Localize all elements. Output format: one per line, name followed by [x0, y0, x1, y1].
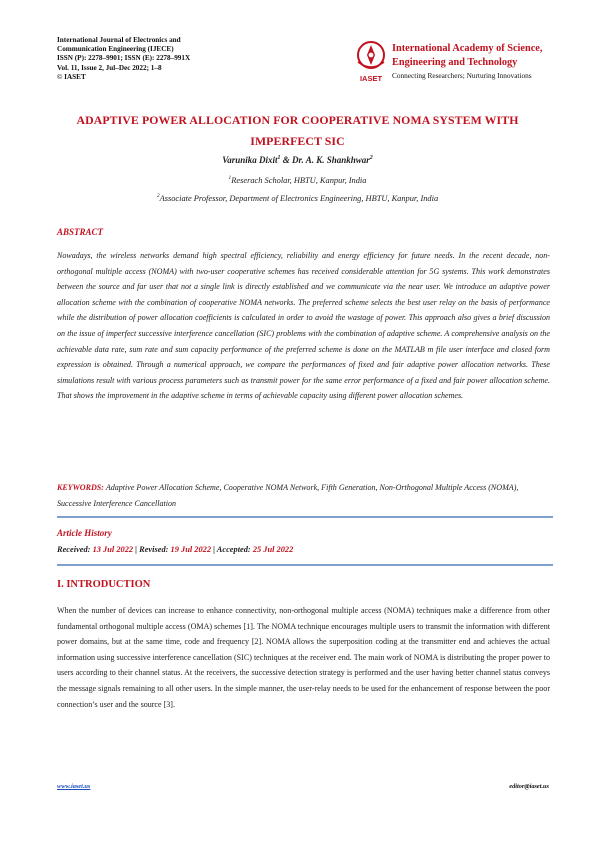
divider — [57, 516, 553, 518]
affiliation-2 — [40, 193, 555, 203]
keywords — [57, 480, 550, 511]
paper-title-line1: ADAPTIVE POWER ALLOCATION FOR COOPERATIVE NOMA SYSTEM WITH — [76, 113, 519, 127]
affiliation-2-sup: 2 — [156, 193, 160, 199]
accepted-label: Accepted: — [216, 545, 253, 554]
journal-name-line2: Communication Engineering (IJECE) — [57, 45, 174, 54]
section-heading-introduction: I. INTRODUCTION — [57, 579, 151, 590]
journal-name-line1: International Journal of Electronics and — [57, 36, 181, 44]
journal-volume: Vol. 11, Issue 2, Jul–Dec 2022; 1–8 — [57, 63, 162, 72]
received-date: 13 Jul 2022 — [92, 545, 134, 554]
affiliation-2-text: Associate Professor, Department of Electronics Engineering, HBTU, Kanpur, India — [159, 193, 439, 203]
author-2: & Dr. A. K. Shankhwar — [280, 155, 370, 165]
article-dates — [57, 545, 293, 554]
divider — [57, 564, 553, 566]
journal-copyright: © IASET — [57, 72, 86, 81]
author-2-sup: 2 — [369, 155, 373, 161]
iaset-logo — [352, 38, 562, 84]
authors — [40, 155, 555, 165]
date-separator: | — [211, 545, 217, 554]
logo-abbrev: IASET — [359, 74, 383, 83]
logo-tagline: Connecting Researchers; Nurturing Innovations — [392, 71, 532, 80]
journal-info — [57, 36, 190, 82]
logo-org-name-line1: International Academy of Science, — [392, 43, 543, 54]
footer-website-link[interactable]: www.iaset.us — [57, 783, 91, 790]
paper-title — [40, 110, 555, 152]
footer-email: editor@iaset.us — [509, 783, 549, 790]
author-1-sup: 1 — [277, 155, 281, 161]
keywords-label: KEYWORDS: — [57, 483, 104, 492]
author-1: Varunika Dixit — [222, 155, 278, 165]
affiliation-1-text: Reserach Scholar, HBTU, Kanpur, India — [231, 175, 367, 185]
abstract-heading: ABSTRACT — [57, 227, 104, 237]
revised-label: Revised: — [139, 545, 171, 554]
received-label: Received: — [57, 545, 93, 554]
revised-date: 19 Jul 2022 — [170, 545, 212, 554]
journal-issn: ISSN (P): 2278–9901; ISSN (E): 2278–991X — [57, 54, 191, 63]
article-history-heading: Article History — [57, 528, 112, 538]
accepted-date: 25 Jul 2022 — [252, 545, 294, 554]
introduction-text: When the number of devices can increase to enhance connectivity, non-orthogonal multiple access (NOMA) techniques make a difference from other fundamental orthogonal multiple access (OMA) schemes [1]. The NOMA technique encourages multiple users to transmit the information with different power domains, but at the same time, code and frequency [2]. NOMA allows the superposition coding at the transmitter end and achieves the actual information using successive interference cancellation (SIC) techniques at the receiver end. The main work of NOMA is distributing the proper power to users according to their channel status. At the receivers, the successive detection strategy is performed and the user having better channel status conveys the message signals remaining to all other users. In the simple manner, the user-relay needs to be used for the enhancement of response between the poor connection’s user and the source [3]. — [57, 606, 550, 709]
abstract-text: Nowadays, the wireless networks demand high spectral efficiency, reliability and energy efficiency for future needs. In the recent decade, non-orthogonal multiple access (NOMA) with two-user cooperative schemes has received considerable attention for 5G systems. This work demonstrates between the source and far user that not a single link is directly established and we communicate via the near user. We introduce an adaptive power allocation scheme with the combination of cooperative NOMA networks. The preferred scheme selects the best user relay on the basis of performance while the distribution of power allocation coefficients is calculated in order to avoid the wastage of power. This approach also gives a brief discussion on the issue of imperfect successive interference cancellation (SIC) problems with the combination of adaptive scheme. A comprehensive analysis on the achievable data rate, sum rate and sum capacity performance of the preferred scheme is done on the MATLAB m file user interface and closed form expression is obtained. Through a numerical approach, we compare the performances of fixed and fair adaptive power allocation networks. These simulations result with various process parameters such as transmit power for the same error performance of a fixed and fair power allocation scheme. That shows the improvement in the adaptive scheme in terms of achievable capacity using different power allocation schemes. — [57, 251, 550, 401]
date-separator: | — [133, 545, 140, 554]
keywords-text: Adaptive Power Allocation Scheme, Cooperative NOMA Network, Fifth Generation, Non-Orthogonal Multiple Access (NOMA), Successive Interference Cancellation — [57, 483, 519, 508]
iaset-emblem-icon — [352, 38, 390, 84]
logo-org-name-line2: Engineering and Technology — [392, 57, 518, 68]
affiliation-1-sup: 1 — [228, 175, 232, 181]
affiliation-1 — [40, 175, 555, 185]
paper-title-line2: IMPERFECT SIC — [250, 134, 345, 148]
